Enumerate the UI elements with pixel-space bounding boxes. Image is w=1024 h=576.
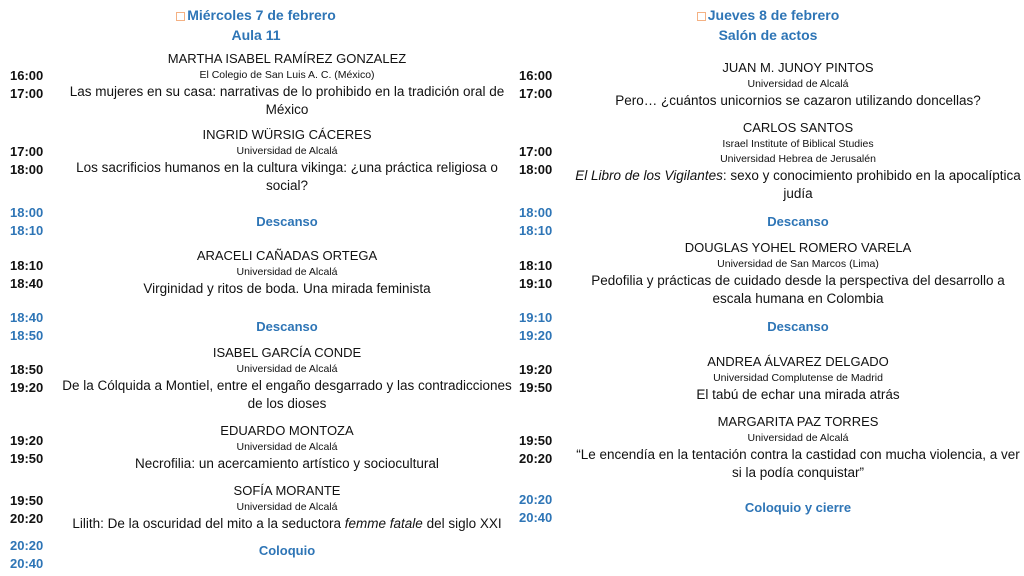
time-range: 16:00 17:00 xyxy=(519,68,553,101)
speaker-name: JUAN M. JUNOY PINTOS xyxy=(722,60,874,75)
time-range: 16:00 17:00 xyxy=(10,68,44,101)
session-item xyxy=(574,239,1022,308)
talk-title: Pedofilia y prácticas de cuidado desde la perspectiva del desarrollo a escala humana en Colombia xyxy=(591,273,1005,306)
session-item xyxy=(574,59,1022,110)
speaker-affiliation: Israel Institute of Biblical Studies xyxy=(722,138,874,150)
talk-title: El Libro de los Vigilantes: sexo y conocimiento prohibido en la apocalíptica judía xyxy=(575,168,1021,201)
speaker-affiliation: Universidad de Alcalá xyxy=(236,441,338,453)
speaker-name: MARTHA ISABEL RAMÍREZ GONZALEZ xyxy=(167,51,407,66)
talk-title: Los sacrificios humanos en la cultura vikinga: ¿una práctica religiosa o social? xyxy=(76,160,498,193)
talk-title: El tabú de echar una mirada atrás xyxy=(696,387,900,402)
speaker-name: ISABEL GARCÍA CONDE xyxy=(212,345,362,360)
break-time-range: 18:00 18:10 xyxy=(10,205,44,238)
session-item xyxy=(62,422,512,473)
speaker-affiliation: Universidad de Alcalá xyxy=(236,501,338,513)
session-item xyxy=(62,482,512,533)
day2-room: Salón de actos xyxy=(718,27,818,43)
speaker-name: MARGARITA PAZ TORRES xyxy=(717,414,879,429)
time-range: 17:00 18:00 xyxy=(10,144,44,177)
talk-title: Virginidad y ritos de boda. Una mirada feminista xyxy=(143,281,431,296)
time-range: 19:50 20:20 xyxy=(10,493,44,526)
speaker-affiliation: El Colegio de San Luis A. C. (México) xyxy=(199,69,375,81)
break-time-range: 20:20 20:40 xyxy=(10,538,44,571)
time-range: 18:10 18:40 xyxy=(10,258,44,291)
day2-title: Jueves 8 de febrero xyxy=(512,6,1024,24)
time-range: 19:20 19:50 xyxy=(519,362,553,395)
session-item xyxy=(62,126,512,195)
time-range: 18:10 19:10 xyxy=(519,258,553,291)
talk-title: Necrofilia: un acercamiento artístico y sociocultural xyxy=(135,456,439,471)
speaker-affiliation-2: Universidad Hebrea de Jerusalén xyxy=(720,153,876,165)
time-range: 17:00 18:00 xyxy=(519,144,553,177)
break-time-range: 19:10 19:20 xyxy=(519,310,553,343)
day2-column xyxy=(512,0,1024,576)
session-item xyxy=(62,50,512,119)
break-label: Coloquio y cierre xyxy=(744,500,852,515)
speaker-affiliation: Universidad Complutense de Madrid xyxy=(713,372,883,384)
day1-title: Miércoles 7 de febrero xyxy=(0,6,512,24)
break-time-range: 18:40 18:50 xyxy=(10,310,44,343)
break-time-range: 18:00 18:10 xyxy=(519,205,553,238)
speaker-affiliation: Universidad de Alcalá xyxy=(236,266,338,278)
session-item xyxy=(62,344,512,413)
session-item xyxy=(62,247,512,298)
session-item xyxy=(574,353,1022,404)
time-range: 18:50 19:20 xyxy=(10,362,44,395)
speaker-name: SOFÍA MORANTE xyxy=(233,483,341,498)
speaker-name: DOUGLAS YOHEL ROMERO VARELA xyxy=(684,240,912,255)
session-item xyxy=(574,119,1022,203)
break-label: Descanso xyxy=(767,214,829,229)
break-time-range: 20:20 20:40 xyxy=(519,492,553,525)
time-range: 19:50 20:20 xyxy=(519,433,553,466)
bullet-icon xyxy=(697,12,706,21)
break-label: Coloquio xyxy=(258,543,316,558)
speaker-name: ARACELI CAÑADAS ORTEGA xyxy=(196,248,378,263)
break-label: Descanso xyxy=(256,214,318,229)
talk-title: Lilith: De la oscuridad del mito a la seductora femme fatale del siglo XXI xyxy=(72,516,502,531)
speaker-name: EDUARDO MONTOZA xyxy=(220,423,354,438)
time-range: 19:20 19:50 xyxy=(10,433,44,466)
day1-room: Aula 11 xyxy=(231,27,281,43)
speaker-affiliation: Universidad de Alcalá xyxy=(747,78,849,90)
speaker-name: INGRID WÜRSIG CÁCERES xyxy=(202,127,372,142)
break-label: Descanso xyxy=(767,319,829,334)
speaker-affiliation: Universidad de San Marcos (Lima) xyxy=(717,258,879,270)
speaker-affiliation: Universidad de Alcalá xyxy=(236,363,338,375)
talk-title: Las mujeres en su casa: narrativas de lo prohibido en la tradición oral de México xyxy=(69,84,505,117)
talk-title: Pero… ¿cuántos unicornios se cazaron utilizando doncellas? xyxy=(615,93,981,108)
session-item xyxy=(574,413,1022,482)
speaker-affiliation: Universidad de Alcalá xyxy=(747,432,849,444)
bullet-icon xyxy=(176,12,185,21)
speaker-name: ANDREA ÁLVAREZ DELGADO xyxy=(707,354,889,369)
break-label: Descanso xyxy=(256,319,318,334)
speaker-affiliation: Universidad de Alcalá xyxy=(236,145,338,157)
speaker-name: CARLOS SANTOS xyxy=(742,120,854,135)
talk-title: “Le encendía en la tentación contra la castidad con mucha violencia, a ver si la podía conquistar” xyxy=(576,447,1020,480)
talk-title: De la Cólquida a Montiel, entre el engaño desgarrado y las contradicciones de los dioses xyxy=(62,378,512,411)
